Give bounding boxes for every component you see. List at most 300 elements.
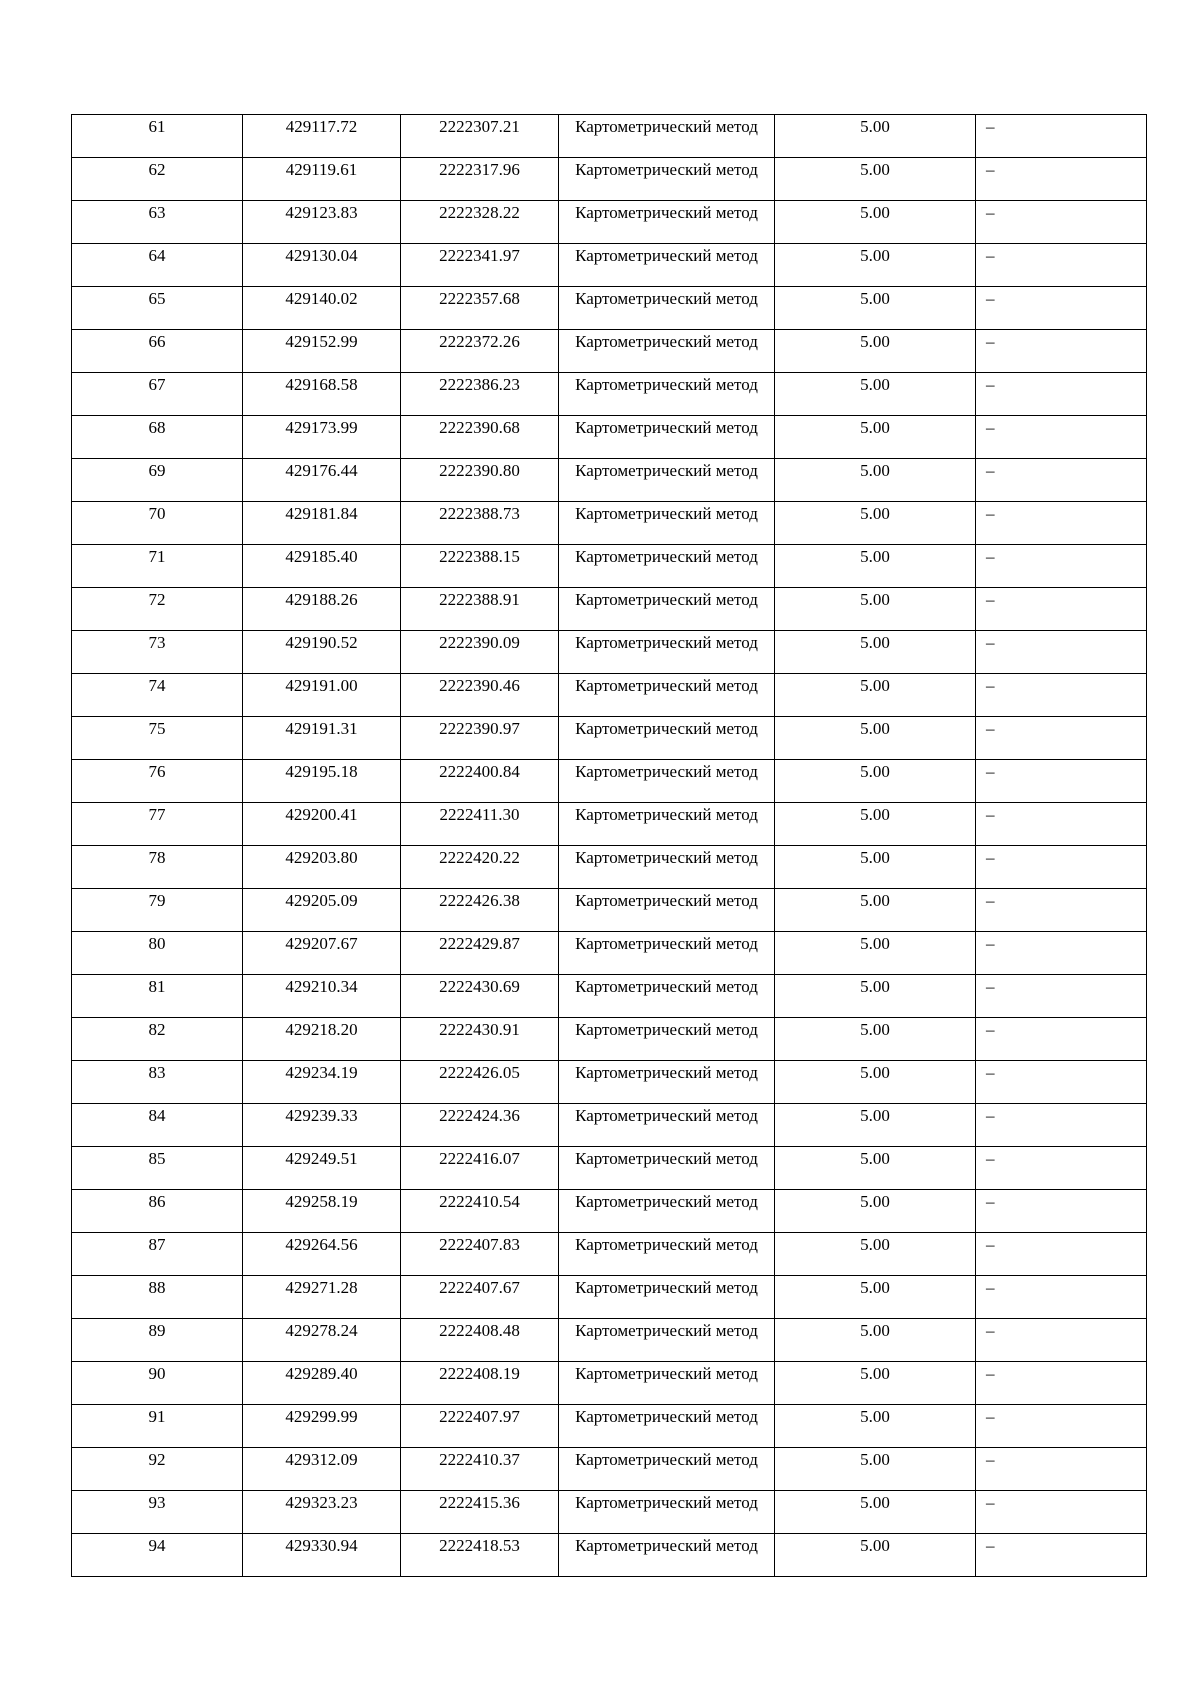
coordinates-table-body xyxy=(72,115,1147,1577)
y-coordinate-cell xyxy=(401,287,559,330)
table-row xyxy=(72,674,1147,717)
point-number-cell xyxy=(72,1190,243,1233)
note-cell xyxy=(976,1190,1147,1233)
method-cell xyxy=(559,631,775,674)
note-cell-text: – xyxy=(986,1321,995,1340)
method-cell xyxy=(559,1276,775,1319)
point-number-cell xyxy=(72,1405,243,1448)
method-cell xyxy=(559,1233,775,1276)
point-number-cell xyxy=(72,1147,243,1190)
y-coordinate-cell xyxy=(401,1233,559,1276)
y-coordinate-cell-text: 2222430.91 xyxy=(439,1020,520,1039)
note-cell-text: – xyxy=(986,934,995,953)
method-cell-text: Картометрический метод xyxy=(575,1106,758,1125)
point-number-cell xyxy=(72,287,243,330)
y-coordinate-cell xyxy=(401,1448,559,1491)
point-number-cell-text: 70 xyxy=(148,504,166,523)
note-cell-text: – xyxy=(986,1364,995,1383)
method-cell xyxy=(559,803,775,846)
point-number-cell-text: 73 xyxy=(148,633,166,652)
y-coordinate-cell xyxy=(401,115,559,158)
point-number-cell xyxy=(72,631,243,674)
point-number-cell-text: 67 xyxy=(148,375,166,394)
accuracy-cell xyxy=(775,545,976,588)
x-coordinate-cell-text: 429173.99 xyxy=(285,418,358,437)
y-coordinate-cell xyxy=(401,1319,559,1362)
method-cell-text: Картометрический метод xyxy=(575,1536,758,1555)
point-number-cell xyxy=(72,1104,243,1147)
y-coordinate-cell-text: 2222317.96 xyxy=(439,160,520,179)
x-coordinate-cell-text: 429191.00 xyxy=(285,676,358,695)
accuracy-cell xyxy=(775,459,976,502)
x-coordinate-cell xyxy=(243,1190,401,1233)
note-cell xyxy=(976,717,1147,760)
x-coordinate-cell xyxy=(243,1018,401,1061)
x-coordinate-cell xyxy=(243,201,401,244)
note-cell xyxy=(976,201,1147,244)
x-coordinate-cell-text: 429123.83 xyxy=(285,203,358,222)
note-cell xyxy=(976,330,1147,373)
table-row xyxy=(72,889,1147,932)
x-coordinate-cell xyxy=(243,115,401,158)
x-coordinate-cell-text: 429289.40 xyxy=(285,1364,358,1383)
point-number-cell xyxy=(72,975,243,1018)
point-number-cell xyxy=(72,932,243,975)
point-number-cell-text: 87 xyxy=(148,1235,166,1254)
point-number-cell xyxy=(72,330,243,373)
method-cell-text: Картометрический метод xyxy=(575,848,758,867)
y-coordinate-cell-text: 2222426.38 xyxy=(439,891,520,910)
accuracy-cell xyxy=(775,1190,976,1233)
method-cell-text: Картометрический метод xyxy=(575,977,758,996)
y-coordinate-cell-text: 2222411.30 xyxy=(439,805,520,824)
accuracy-cell xyxy=(775,158,976,201)
y-coordinate-cell-text: 2222407.83 xyxy=(439,1235,520,1254)
accuracy-cell-text: 5.00 xyxy=(860,1106,890,1125)
x-coordinate-cell-text: 429203.80 xyxy=(285,848,358,867)
x-coordinate-cell-text: 429218.20 xyxy=(285,1020,358,1039)
method-cell-text: Картометрический метод xyxy=(575,1020,758,1039)
y-coordinate-cell xyxy=(401,545,559,588)
point-number-cell xyxy=(72,373,243,416)
accuracy-cell-text: 5.00 xyxy=(860,1149,890,1168)
accuracy-cell-text: 5.00 xyxy=(860,1450,890,1469)
accuracy-cell xyxy=(775,416,976,459)
table-row xyxy=(72,545,1147,588)
note-cell xyxy=(976,1061,1147,1104)
y-coordinate-cell-text: 2222390.46 xyxy=(439,676,520,695)
x-coordinate-cell-text: 429191.31 xyxy=(285,719,358,738)
method-cell xyxy=(559,1190,775,1233)
y-coordinate-cell-text: 2222390.09 xyxy=(439,633,520,652)
note-cell-text: – xyxy=(986,332,995,351)
method-cell-text: Картометрический метод xyxy=(575,375,758,394)
y-coordinate-cell-text: 2222390.68 xyxy=(439,418,520,437)
y-coordinate-cell xyxy=(401,1018,559,1061)
y-coordinate-cell xyxy=(401,416,559,459)
y-coordinate-cell xyxy=(401,1405,559,1448)
table-row xyxy=(72,287,1147,330)
x-coordinate-cell-text: 429200.41 xyxy=(285,805,358,824)
accuracy-cell xyxy=(775,1233,976,1276)
x-coordinate-cell xyxy=(243,416,401,459)
y-coordinate-cell xyxy=(401,1147,559,1190)
table-row xyxy=(72,717,1147,760)
accuracy-cell-text: 5.00 xyxy=(860,160,890,179)
y-coordinate-cell xyxy=(401,932,559,975)
accuracy-cell xyxy=(775,1491,976,1534)
y-coordinate-cell-text: 2222410.54 xyxy=(439,1192,520,1211)
accuracy-cell xyxy=(775,932,976,975)
accuracy-cell xyxy=(775,1061,976,1104)
point-number-cell-text: 79 xyxy=(148,891,166,910)
accuracy-cell-text: 5.00 xyxy=(860,633,890,652)
x-coordinate-cell-text: 429185.40 xyxy=(285,547,358,566)
note-cell xyxy=(976,1362,1147,1405)
method-cell xyxy=(559,416,775,459)
accuracy-cell-text: 5.00 xyxy=(860,289,890,308)
x-coordinate-cell-text: 429195.18 xyxy=(285,762,358,781)
note-cell xyxy=(976,932,1147,975)
note-cell-text: – xyxy=(986,719,995,738)
x-coordinate-cell xyxy=(243,1276,401,1319)
table-row xyxy=(72,1233,1147,1276)
point-number-cell-text: 93 xyxy=(148,1493,166,1512)
point-number-cell-text: 77 xyxy=(148,805,166,824)
note-cell xyxy=(976,416,1147,459)
y-coordinate-cell xyxy=(401,889,559,932)
accuracy-cell-text: 5.00 xyxy=(860,203,890,222)
point-number-cell-text: 84 xyxy=(148,1106,166,1125)
point-number-cell-text: 94 xyxy=(148,1536,166,1555)
method-cell xyxy=(559,1104,775,1147)
y-coordinate-cell xyxy=(401,1491,559,1534)
method-cell xyxy=(559,1534,775,1577)
accuracy-cell xyxy=(775,287,976,330)
x-coordinate-cell xyxy=(243,158,401,201)
note-cell-text: – xyxy=(986,891,995,910)
y-coordinate-cell-text: 2222341.97 xyxy=(439,246,520,265)
table-row xyxy=(72,1104,1147,1147)
y-coordinate-cell-text: 2222307.21 xyxy=(439,117,520,136)
note-cell-text: – xyxy=(986,289,995,308)
y-coordinate-cell-text: 2222429.87 xyxy=(439,934,520,953)
point-number-cell-text: 92 xyxy=(148,1450,166,1469)
x-coordinate-cell xyxy=(243,631,401,674)
accuracy-cell-text: 5.00 xyxy=(860,1493,890,1512)
method-cell-text: Картометрический метод xyxy=(575,633,758,652)
y-coordinate-cell-text: 2222372.26 xyxy=(439,332,520,351)
table-row xyxy=(72,1018,1147,1061)
note-cell-text: – xyxy=(986,547,995,566)
y-coordinate-cell xyxy=(401,1534,559,1577)
method-cell-text: Картометрический метод xyxy=(575,418,758,437)
note-cell-text: – xyxy=(986,762,995,781)
method-cell-text: Картометрический метод xyxy=(575,590,758,609)
note-cell-text: – xyxy=(986,1493,995,1512)
table-row xyxy=(72,459,1147,502)
note-cell xyxy=(976,115,1147,158)
note-cell-text: – xyxy=(986,590,995,609)
point-number-cell xyxy=(72,1534,243,1577)
y-coordinate-cell xyxy=(401,459,559,502)
y-coordinate-cell-text: 2222418.53 xyxy=(439,1536,520,1555)
note-cell xyxy=(976,244,1147,287)
y-coordinate-cell-text: 2222386.23 xyxy=(439,375,520,394)
y-coordinate-cell xyxy=(401,502,559,545)
accuracy-cell xyxy=(775,717,976,760)
accuracy-cell xyxy=(775,674,976,717)
point-number-cell-text: 65 xyxy=(148,289,166,308)
method-cell xyxy=(559,846,775,889)
method-cell-text: Картометрический метод xyxy=(575,1364,758,1383)
x-coordinate-cell-text: 429271.28 xyxy=(285,1278,358,1297)
accuracy-cell xyxy=(775,115,976,158)
accuracy-cell-text: 5.00 xyxy=(860,332,890,351)
accuracy-cell xyxy=(775,244,976,287)
point-number-cell-text: 71 xyxy=(148,547,166,566)
point-number-cell xyxy=(72,244,243,287)
point-number-cell xyxy=(72,115,243,158)
y-coordinate-cell xyxy=(401,330,559,373)
method-cell xyxy=(559,502,775,545)
y-coordinate-cell xyxy=(401,158,559,201)
note-cell-text: – xyxy=(986,848,995,867)
table-row xyxy=(72,158,1147,201)
x-coordinate-cell xyxy=(243,674,401,717)
accuracy-cell-text: 5.00 xyxy=(860,1278,890,1297)
accuracy-cell xyxy=(775,1319,976,1362)
method-cell-text: Картометрический метод xyxy=(575,203,758,222)
x-coordinate-cell xyxy=(243,1061,401,1104)
point-number-cell xyxy=(72,459,243,502)
y-coordinate-cell-text: 2222390.97 xyxy=(439,719,520,738)
point-number-cell xyxy=(72,1276,243,1319)
y-coordinate-cell xyxy=(401,201,559,244)
accuracy-cell xyxy=(775,803,976,846)
x-coordinate-cell xyxy=(243,244,401,287)
note-cell-text: – xyxy=(986,1063,995,1082)
accuracy-cell-text: 5.00 xyxy=(860,977,890,996)
accuracy-cell xyxy=(775,1534,976,1577)
note-cell-text: – xyxy=(986,1235,995,1254)
accuracy-cell-text: 5.00 xyxy=(860,891,890,910)
note-cell-text: – xyxy=(986,676,995,695)
x-coordinate-cell xyxy=(243,1319,401,1362)
note-cell-text: – xyxy=(986,418,995,437)
method-cell xyxy=(559,244,775,287)
y-coordinate-cell-text: 2222424.36 xyxy=(439,1106,520,1125)
point-number-cell xyxy=(72,1061,243,1104)
method-cell-text: Картометрический метод xyxy=(575,117,758,136)
table-row xyxy=(72,201,1147,244)
y-coordinate-cell xyxy=(401,717,559,760)
y-coordinate-cell xyxy=(401,760,559,803)
x-coordinate-cell-text: 429181.84 xyxy=(285,504,358,523)
y-coordinate-cell xyxy=(401,1061,559,1104)
note-cell xyxy=(976,1233,1147,1276)
accuracy-cell xyxy=(775,631,976,674)
table-row xyxy=(72,1147,1147,1190)
method-cell xyxy=(559,932,775,975)
note-cell xyxy=(976,1018,1147,1061)
table-row xyxy=(72,1319,1147,1362)
note-cell-text: – xyxy=(986,1407,995,1426)
x-coordinate-cell-text: 429239.33 xyxy=(285,1106,358,1125)
note-cell-text: – xyxy=(986,160,995,179)
accuracy-cell xyxy=(775,201,976,244)
x-coordinate-cell xyxy=(243,1362,401,1405)
method-cell xyxy=(559,889,775,932)
y-coordinate-cell xyxy=(401,244,559,287)
x-coordinate-cell-text: 429140.02 xyxy=(285,289,358,308)
y-coordinate-cell xyxy=(401,803,559,846)
table-row xyxy=(72,330,1147,373)
method-cell-text: Картометрический метод xyxy=(575,547,758,566)
x-coordinate-cell xyxy=(243,373,401,416)
note-cell-text: – xyxy=(986,461,995,480)
method-cell xyxy=(559,1405,775,1448)
method-cell-text: Картометрический метод xyxy=(575,332,758,351)
accuracy-cell-text: 5.00 xyxy=(860,1364,890,1383)
x-coordinate-cell-text: 429323.23 xyxy=(285,1493,358,1512)
table-row xyxy=(72,416,1147,459)
point-number-cell-text: 81 xyxy=(148,977,166,996)
method-cell xyxy=(559,1448,775,1491)
y-coordinate-cell xyxy=(401,373,559,416)
note-cell xyxy=(976,1534,1147,1577)
point-number-cell xyxy=(72,674,243,717)
method-cell-text: Картометрический метод xyxy=(575,1063,758,1082)
point-number-cell xyxy=(72,803,243,846)
y-coordinate-cell xyxy=(401,631,559,674)
accuracy-cell xyxy=(775,1018,976,1061)
x-coordinate-cell-text: 429207.67 xyxy=(285,934,358,953)
point-number-cell-text: 82 xyxy=(148,1020,166,1039)
note-cell xyxy=(976,803,1147,846)
accuracy-cell xyxy=(775,373,976,416)
method-cell xyxy=(559,1319,775,1362)
method-cell xyxy=(559,1362,775,1405)
x-coordinate-cell xyxy=(243,545,401,588)
accuracy-cell xyxy=(775,1276,976,1319)
y-coordinate-cell-text: 2222388.91 xyxy=(439,590,520,609)
accuracy-cell xyxy=(775,1104,976,1147)
table-row xyxy=(72,244,1147,287)
point-number-cell xyxy=(72,846,243,889)
point-number-cell xyxy=(72,545,243,588)
accuracy-cell-text: 5.00 xyxy=(860,934,890,953)
note-cell xyxy=(976,975,1147,1018)
method-cell xyxy=(559,760,775,803)
method-cell-text: Картометрический метод xyxy=(575,160,758,179)
method-cell-text: Картометрический метод xyxy=(575,934,758,953)
table-row xyxy=(72,1448,1147,1491)
point-number-cell-text: 68 xyxy=(148,418,166,437)
method-cell-text: Картометрический метод xyxy=(575,1192,758,1211)
note-cell-text: – xyxy=(986,1450,995,1469)
x-coordinate-cell-text: 429130.04 xyxy=(285,246,358,265)
y-coordinate-cell xyxy=(401,674,559,717)
x-coordinate-cell xyxy=(243,1448,401,1491)
y-coordinate-cell-text: 2222390.80 xyxy=(439,461,520,480)
y-coordinate-cell-text: 2222407.97 xyxy=(439,1407,520,1426)
accuracy-cell-text: 5.00 xyxy=(860,418,890,437)
note-cell-text: – xyxy=(986,805,995,824)
document-page xyxy=(71,114,1146,1577)
y-coordinate-cell-text: 2222408.48 xyxy=(439,1321,520,1340)
method-cell xyxy=(559,373,775,416)
accuracy-cell xyxy=(775,1448,976,1491)
note-cell xyxy=(976,1448,1147,1491)
table-row xyxy=(72,1276,1147,1319)
point-number-cell-text: 83 xyxy=(148,1063,166,1082)
method-cell-text: Картометрический метод xyxy=(575,1321,758,1340)
accuracy-cell-text: 5.00 xyxy=(860,848,890,867)
point-number-cell-text: 72 xyxy=(148,590,166,609)
y-coordinate-cell xyxy=(401,1104,559,1147)
x-coordinate-cell-text: 429188.26 xyxy=(285,590,358,609)
method-cell xyxy=(559,674,775,717)
point-number-cell-text: 91 xyxy=(148,1407,166,1426)
note-cell xyxy=(976,889,1147,932)
method-cell xyxy=(559,287,775,330)
y-coordinate-cell-text: 2222426.05 xyxy=(439,1063,520,1082)
point-number-cell xyxy=(72,588,243,631)
y-coordinate-cell-text: 2222416.07 xyxy=(439,1149,520,1168)
method-cell-text: Картометрический метод xyxy=(575,1407,758,1426)
point-number-cell xyxy=(72,760,243,803)
note-cell xyxy=(976,674,1147,717)
note-cell-text: – xyxy=(986,1106,995,1125)
table-row xyxy=(72,846,1147,889)
x-coordinate-cell xyxy=(243,459,401,502)
point-number-cell xyxy=(72,1362,243,1405)
x-coordinate-cell-text: 429264.56 xyxy=(285,1235,358,1254)
method-cell-text: Картометрический метод xyxy=(575,1278,758,1297)
table-row xyxy=(72,115,1147,158)
accuracy-cell xyxy=(775,502,976,545)
x-coordinate-cell-text: 429278.24 xyxy=(285,1321,358,1340)
y-coordinate-cell-text: 2222410.37 xyxy=(439,1450,520,1469)
note-cell-text: – xyxy=(986,117,995,136)
x-coordinate-cell xyxy=(243,975,401,1018)
y-coordinate-cell-text: 2222430.69 xyxy=(439,977,520,996)
y-coordinate-cell xyxy=(401,1190,559,1233)
x-coordinate-cell-text: 429210.34 xyxy=(285,977,358,996)
x-coordinate-cell-text: 429152.99 xyxy=(285,332,358,351)
table-row xyxy=(72,803,1147,846)
accuracy-cell-text: 5.00 xyxy=(860,461,890,480)
note-cell-text: – xyxy=(986,1192,995,1211)
y-coordinate-cell-text: 2222407.67 xyxy=(439,1278,520,1297)
accuracy-cell-text: 5.00 xyxy=(860,375,890,394)
note-cell-text: – xyxy=(986,1149,995,1168)
method-cell-text: Картометрический метод xyxy=(575,1235,758,1254)
x-coordinate-cell xyxy=(243,932,401,975)
note-cell xyxy=(976,1319,1147,1362)
x-coordinate-cell xyxy=(243,1405,401,1448)
x-coordinate-cell-text: 429234.19 xyxy=(285,1063,358,1082)
x-coordinate-cell xyxy=(243,846,401,889)
accuracy-cell xyxy=(775,760,976,803)
accuracy-cell-text: 5.00 xyxy=(860,1020,890,1039)
accuracy-cell xyxy=(775,1362,976,1405)
x-coordinate-cell xyxy=(243,1147,401,1190)
method-cell xyxy=(559,975,775,1018)
point-number-cell xyxy=(72,1319,243,1362)
accuracy-cell-text: 5.00 xyxy=(860,1063,890,1082)
